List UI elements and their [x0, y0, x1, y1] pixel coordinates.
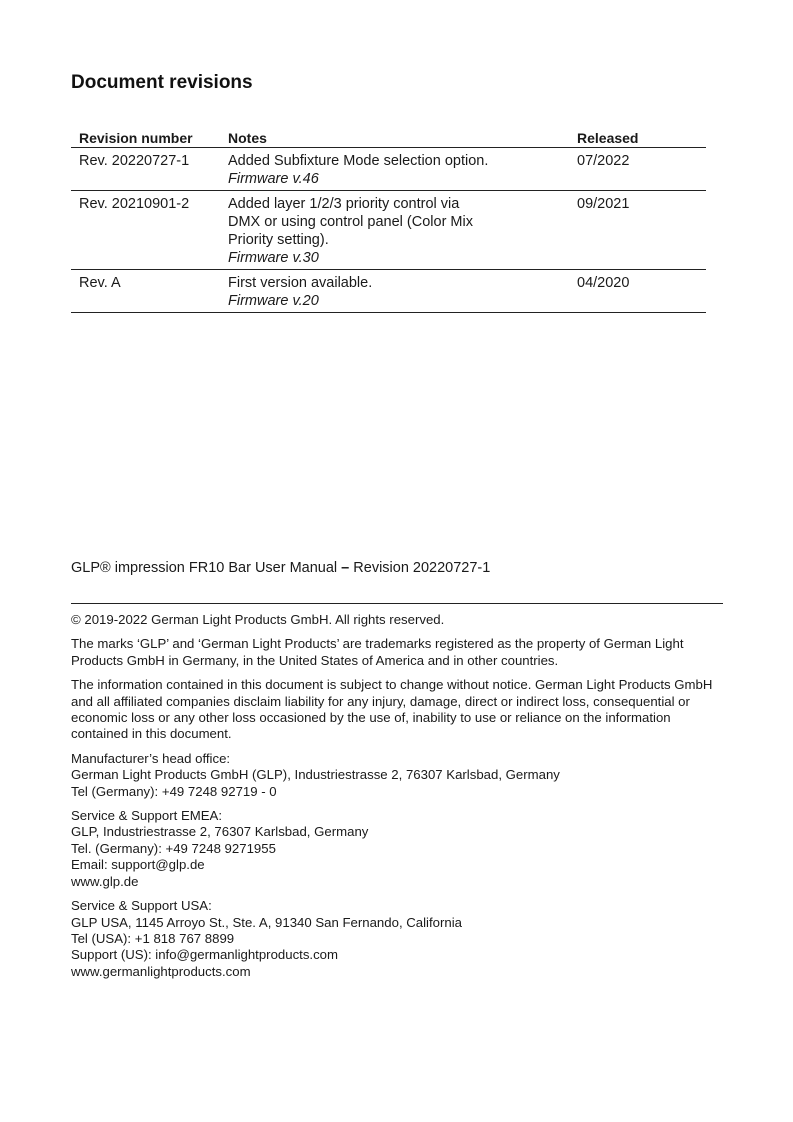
usa-website: www.germanlightproducts.com	[71, 963, 251, 979]
header-revision-number: Revision number	[71, 128, 228, 148]
note-text-line: Priority setting).	[228, 232, 329, 248]
emea-website: www.glp.de	[71, 873, 139, 889]
usa-support-contact	[71, 898, 726, 980]
emea-phone: Tel. (Germany): +49 7248 9271955	[71, 840, 276, 856]
firmware-version: Firmware v.30	[228, 250, 319, 266]
manual-title-dash: –	[341, 560, 350, 576]
divider	[71, 603, 723, 604]
usa-address: GLP USA, 1145 Arroyo St., Ste. A, 91340 San Fernando, California	[71, 914, 462, 930]
header-notes: Notes	[228, 128, 577, 148]
table-row	[71, 270, 706, 313]
manual-title-main: GLP® impression FR10 Bar User Manual	[71, 560, 342, 576]
revision-cell: Rev. 20220727-1	[71, 148, 228, 191]
manual-title	[71, 560, 490, 576]
revision-table	[71, 128, 706, 313]
table-row	[71, 148, 706, 191]
copyright-notice: © 2019-2022 German Light Products GmbH. All rights reserved.	[71, 612, 445, 627]
usa-label: Service & Support USA:	[71, 898, 212, 914]
note-text-line: Added layer 1/2/3 priority control via	[228, 196, 460, 212]
header-released: Released	[577, 128, 706, 148]
firmware-version: Firmware v.20	[228, 293, 319, 309]
head-office-label: Manufacturer’s head office:	[71, 750, 231, 766]
trademark-notice: The marks ‘GLP’ and ‘German Light Products’ are trademarks registered as the property of German Light Products GmbH in Germany, in the United States of America and in other countries.	[71, 636, 684, 668]
table-row	[71, 191, 706, 270]
revision-cell: Rev. A	[71, 270, 228, 313]
disclaimer: The information contained in this document is subject to change without notice. German Light Products GmbH and all affiliated companies disclaim liability for any injury, damage, direct or indirect loss, consequential or economic loss or any other loss occasioned by the use of, inability to use or reliance on the information contained in this document.	[71, 677, 713, 742]
released-cell: 09/2021	[577, 191, 706, 270]
emea-label: Service & Support EMEA:	[71, 808, 222, 824]
legal-block	[71, 612, 726, 988]
note-text-line: DMX or using control panel (Color Mix	[228, 214, 473, 230]
head-office-phone: Tel (Germany): +49 7248 92719 - 0	[71, 783, 277, 799]
released-cell: 07/2022	[577, 148, 706, 191]
page-title: Document revisions	[71, 72, 253, 93]
usa-phone: Tel (USA): +1 818 767 8899	[71, 930, 235, 946]
note-text: Added Subfixture Mode selection option.	[228, 153, 489, 169]
table-header-row	[71, 128, 706, 148]
head-office-contact	[71, 751, 726, 800]
firmware-version: Firmware v.46	[228, 171, 319, 187]
revision-cell: Rev. 20210901-2	[71, 191, 228, 270]
released-cell: 04/2020	[577, 270, 706, 313]
emea-email: Email: support@glp.de	[71, 857, 205, 873]
usa-email: Support (US): info@germanlightproducts.com	[71, 947, 338, 963]
note-text: First version available.	[228, 275, 373, 291]
notes-cell	[228, 270, 577, 313]
emea-support-contact	[71, 808, 726, 890]
head-office-address: German Light Products GmbH (GLP), Industriestrasse 2, 76307 Karlsbad, Germany	[71, 767, 560, 783]
notes-cell	[228, 148, 577, 191]
notes-cell	[228, 191, 577, 270]
manual-title-revision: Revision 20220727-1	[349, 560, 491, 576]
emea-address: GLP, Industriestrasse 2, 76307 Karlsbad, Germany	[71, 824, 369, 840]
